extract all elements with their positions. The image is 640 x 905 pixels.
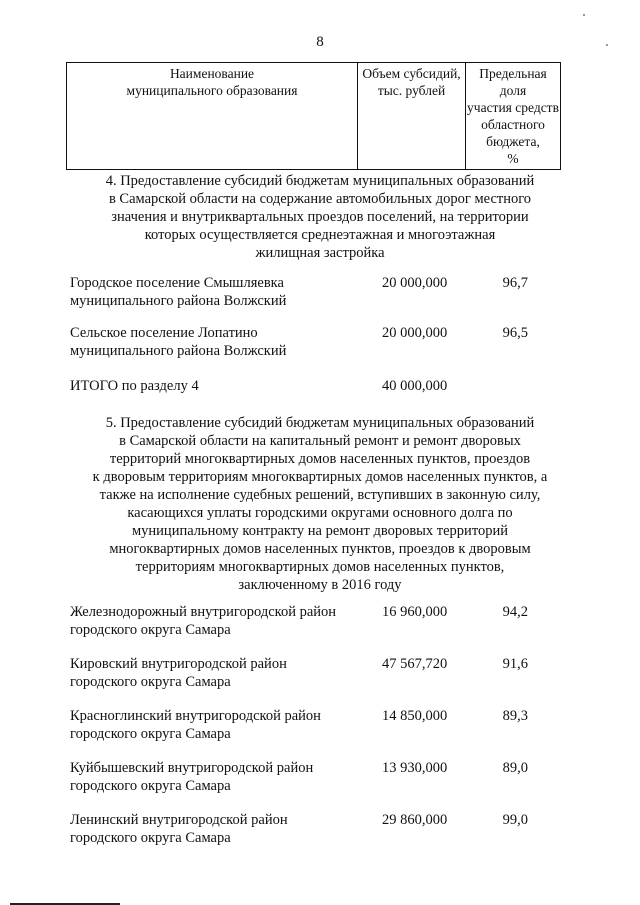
row-name-line1: Железнодорожный внутригородской район — [70, 604, 337, 620]
row-share: 99,0 — [502, 812, 528, 828]
row-name-line2: городского округа Самара — [70, 674, 231, 690]
row-amount: 13 930,000 — [382, 760, 448, 776]
section5-title-line: многоквартирных домов населенных пунктов, проездов к дворовым — [109, 541, 531, 557]
scan-speck — [583, 14, 585, 16]
section5-title-line: территориям многоквартирных домов населенных пунктов, — [135, 559, 505, 575]
row-name-line1: Куйбышевский внутригородской район — [70, 760, 314, 776]
row-amount: 47 567,720 — [382, 656, 448, 672]
total-label: ИТОГО по разделу 4 — [70, 378, 199, 394]
scan-speck — [606, 44, 608, 46]
header-subsidy-volume — [358, 63, 466, 170]
row-municipality-name — [70, 324, 286, 360]
row-share: 91,6 — [502, 656, 528, 672]
section5-title-line: касающихся уплаты городскими округами основного долга по — [127, 505, 513, 521]
section4-title-line: значения и внутриквартальных проездов поселений, на территории — [111, 209, 529, 225]
row-name-line1: Городское поселение Смышляевка — [70, 275, 284, 291]
row-name-line1: Кировский внутригородской район — [70, 656, 287, 672]
row-name-line1: Ленинский внутригородской район — [70, 812, 288, 828]
section4-title-line: жилищная застройка — [255, 245, 385, 261]
row-share: 89,3 — [502, 708, 528, 724]
row-name-line2: муниципального района Волжский — [70, 293, 287, 309]
row-amount: 29 860,000 — [382, 812, 448, 828]
total-amount: 40 000,000 — [382, 378, 448, 394]
row-municipality-name — [70, 655, 287, 691]
row-municipality-name — [70, 707, 321, 743]
header-max-share-line2: доля — [499, 83, 527, 98]
row-municipality-name — [70, 274, 286, 310]
section4-title-line: в Самарской области на содержание автомобильных дорог местного — [108, 191, 532, 207]
row-amount: 16 960,000 — [382, 604, 448, 620]
row-share: 89,0 — [502, 760, 528, 776]
row-name-line2: муниципального района Волжский — [70, 343, 287, 359]
section5-title-line: также на исполнение судебных решений, вступивших в законную силу, — [99, 487, 541, 503]
column-header-table — [66, 62, 561, 170]
header-subsidy-volume-line2: тыс. рублей — [377, 83, 446, 98]
header-municipality-line1: Наименование — [169, 66, 255, 81]
row-name-line2: городского округа Самара — [70, 726, 231, 742]
row-share: 94,2 — [502, 604, 528, 620]
row-amount: 20 000,000 — [382, 325, 448, 341]
row-municipality-name — [70, 759, 313, 795]
header-max-share-line4: областного — [481, 117, 545, 132]
section5-title-line: заключенному в 2016 году — [238, 577, 402, 593]
row-name-line2: городского округа Самара — [70, 778, 231, 794]
row-amount: 14 850,000 — [382, 708, 448, 724]
row-share: 96,7 — [502, 275, 528, 291]
section5-title-line: муниципальному контракту на ремонт дворовых территорий — [131, 523, 508, 539]
section5-title-line: к дворовым территориям многоквартирных домов населенных пунктов, а — [92, 469, 548, 485]
section5-title-line: в Самарской области на капитальный ремонт и ремонт дворовых — [119, 433, 521, 449]
row-share: 96,5 — [502, 325, 528, 341]
header-max-share-line1: Предельная — [479, 66, 547, 81]
header-municipality — [67, 63, 358, 170]
header-max-share — [466, 63, 561, 170]
row-name-line1: Сельское поселение Лопатино — [70, 325, 258, 341]
header-max-share-line5: бюджета, — [486, 134, 540, 149]
section5-title-line: 5. Предоставление субсидий бюджетам муниципальных образований — [105, 415, 535, 431]
page-number: 8 — [316, 34, 324, 50]
row-name-line1: Красноглинский внутригородской район — [70, 708, 321, 724]
section4-title-line: которых осуществляется среднеэтажная и многоэтажная — [144, 227, 496, 243]
section4-title — [60, 172, 580, 262]
row-amount: 20 000,000 — [382, 275, 448, 291]
section5-title-line: территорий многоквартирных домов населенных пунктов, проездов — [109, 451, 531, 467]
section4-title-line: 4. Предоставление субсидий бюджетам муниципальных образований — [105, 173, 535, 189]
header-municipality-line2: муниципального образования — [126, 83, 298, 98]
row-name-line2: городского округа Самара — [70, 622, 231, 638]
header-subsidy-volume-line1: Объем субсидий, — [362, 66, 461, 81]
header-max-share-line6: % — [507, 151, 519, 166]
row-municipality-name — [70, 603, 336, 639]
row-municipality-name — [70, 811, 288, 847]
header-max-share-line3: участия средств — [467, 100, 559, 115]
section5-title — [60, 414, 580, 594]
row-name-line2: городского округа Самара — [70, 830, 231, 846]
